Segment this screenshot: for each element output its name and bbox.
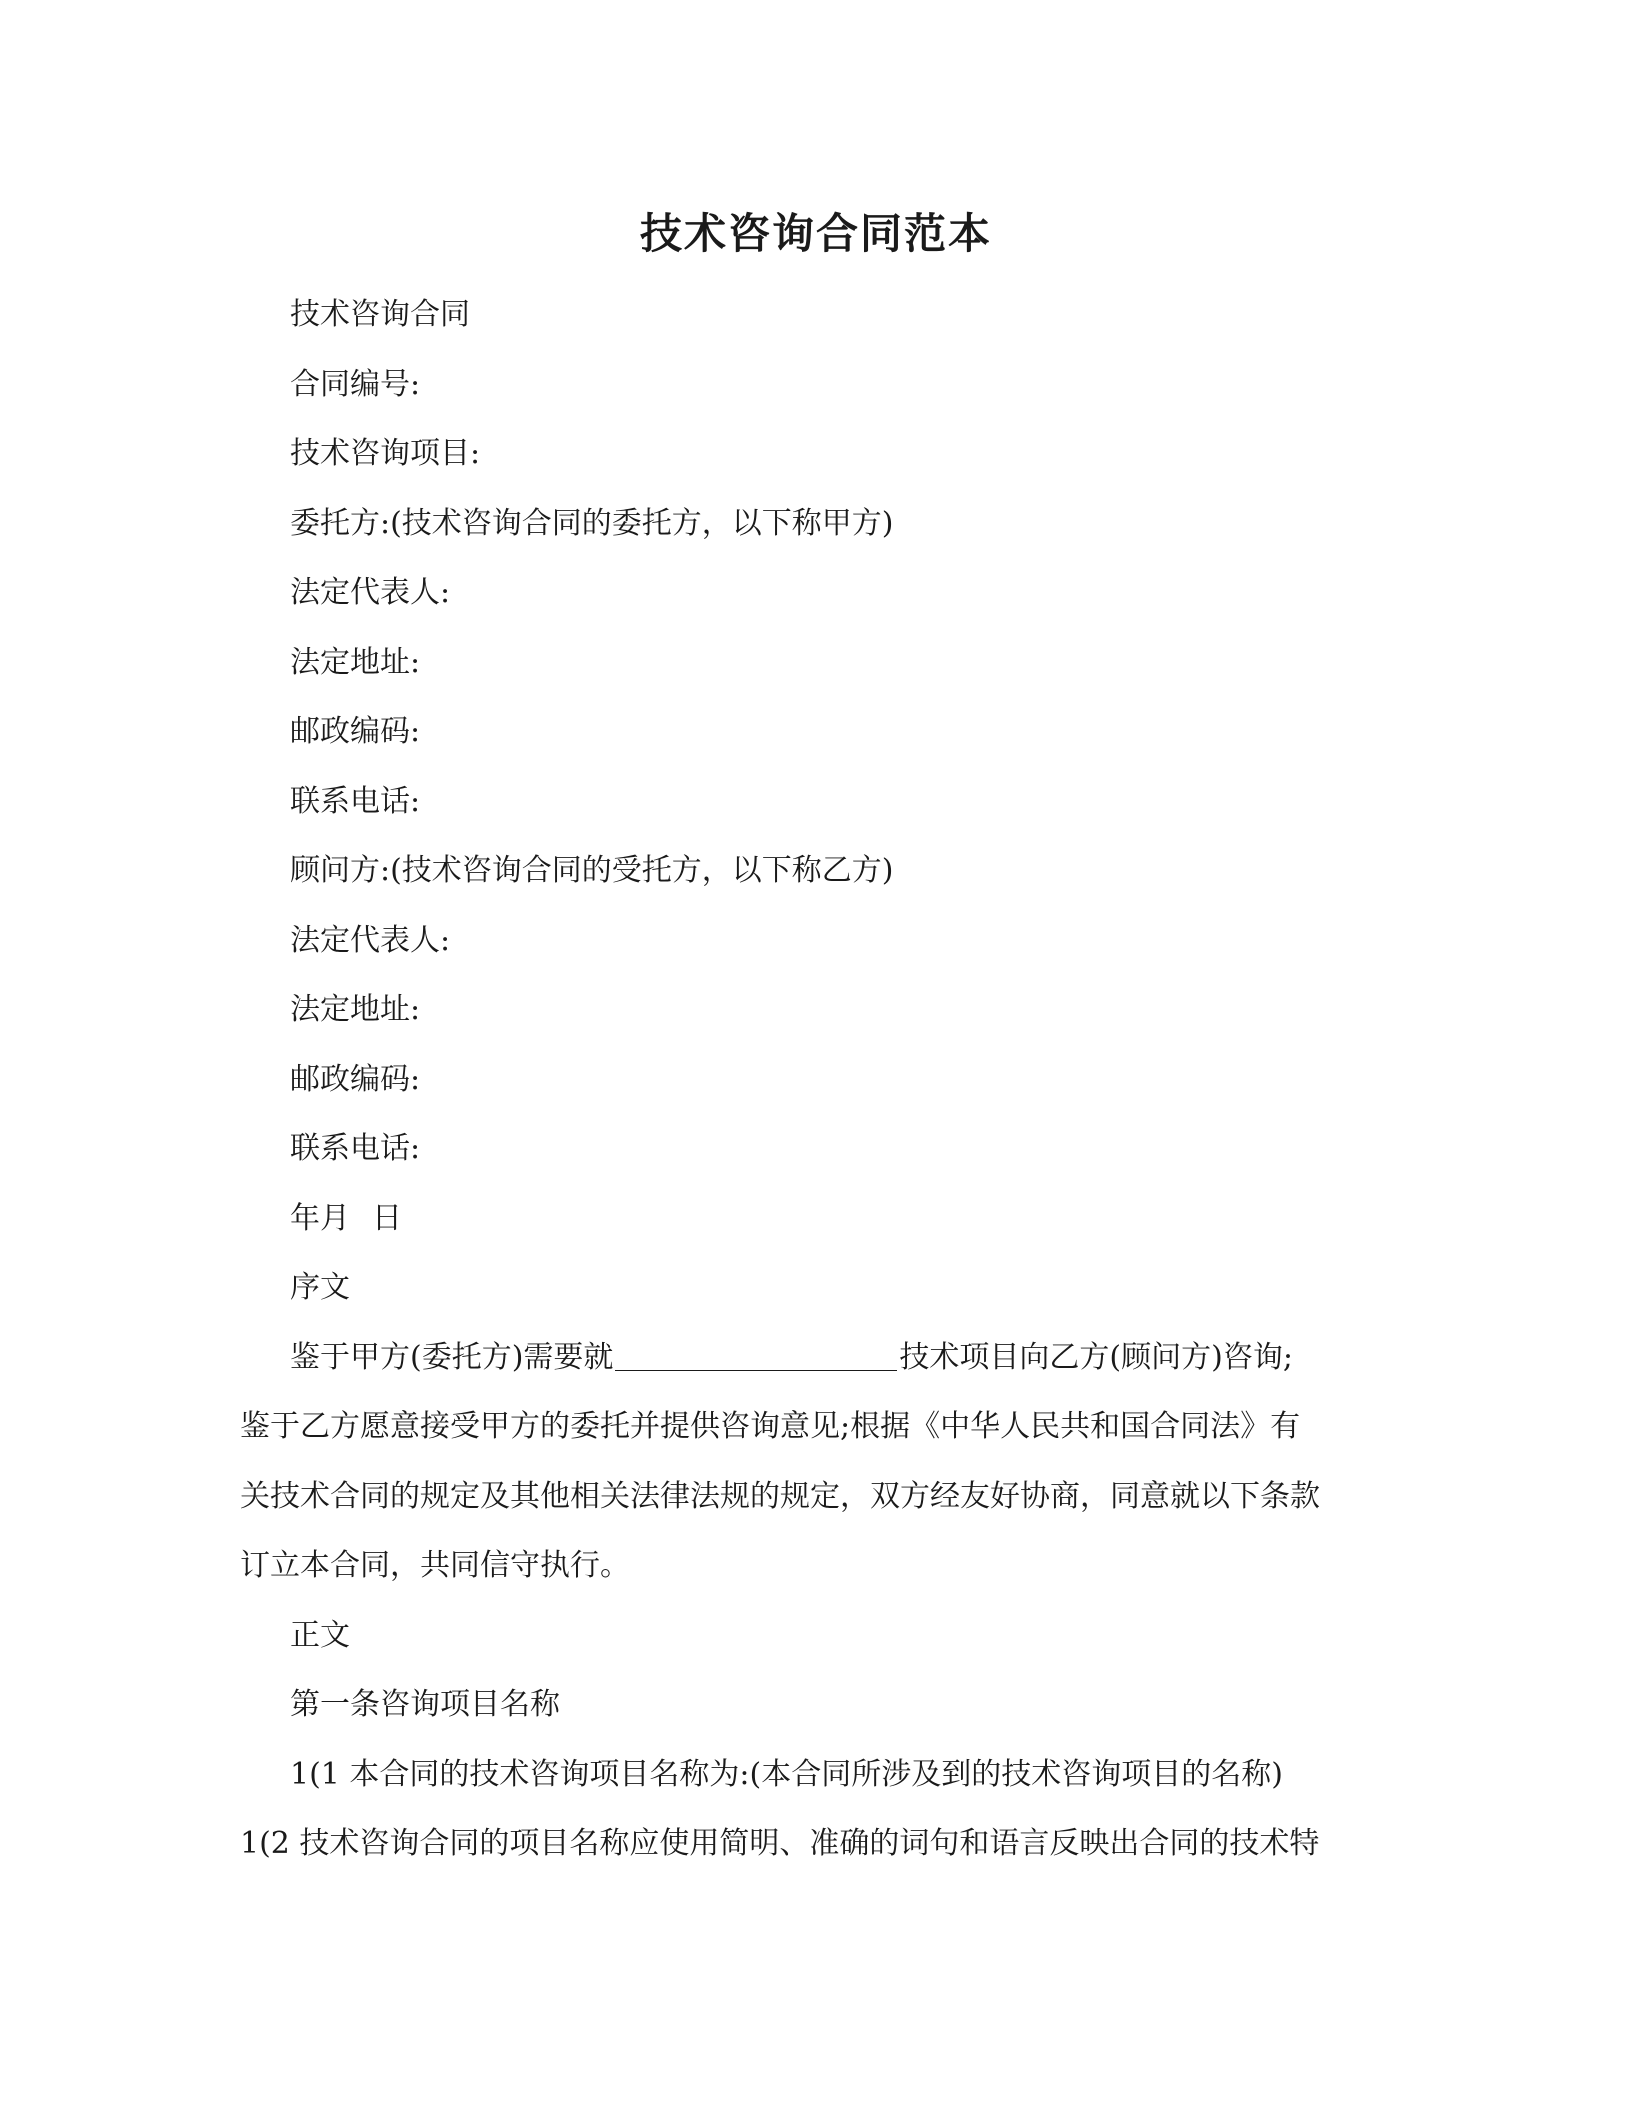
date-day: 日 — [372, 1200, 402, 1236]
client-postcode-field: 邮政编码: — [290, 714, 421, 749]
document-body — [240, 280, 1390, 1879]
client-phone-field: 联系电话: — [290, 783, 421, 819]
consultant-postcode-field: 邮政编码: — [290, 1061, 421, 1097]
preamble-heading: 序文 — [290, 1270, 350, 1305]
consultant-party-heading: 顾问方:(技术咨询合同的受托方，以下称乙方) — [290, 853, 894, 888]
consultant-phone-field: 联系电话: — [290, 1131, 421, 1166]
project-blank-underline — [615, 1340, 897, 1371]
consultant-legal-rep-field: 法定代表人: — [290, 922, 451, 958]
preamble-line-2: 鉴于乙方愿意接受甲方的委托并提供咨询意见;根据《中华人民共和国合同法》有 — [240, 1409, 1301, 1444]
consultant-address-field: 法定地址: — [290, 992, 421, 1027]
clause-1-1: 1(1 本合同的技术咨询项目名称为:(本合同所涉及到的技术咨询项目的名称) — [290, 1756, 1283, 1792]
preamble-text-start: 鉴于甲方(委托方)需要就 — [290, 1339, 614, 1375]
client-legal-rep-field: 法定代表人: — [290, 575, 451, 610]
consulting-project-field: 技术咨询项目: — [290, 436, 481, 471]
preamble-line-3: 关技术合同的规定及其他相关法律法规的规定，双方经友好协商，同意就以下条款 — [240, 1478, 1320, 1514]
article-1-heading: 第一条咨询项目名称 — [290, 1687, 560, 1722]
date-line — [240, 1184, 1390, 1254]
preamble-line-1 — [240, 1323, 1390, 1393]
contract-name-line: 技术咨询合同 — [290, 297, 470, 332]
main-text-heading: 正文 — [290, 1617, 350, 1653]
contract-number-field: 合同编号: — [290, 366, 421, 402]
client-party-heading: 委托方:(技术咨询合同的委托方，以下称甲方) — [290, 505, 894, 541]
preamble-text-end: 技术项目向乙方(顾问方)咨询; — [899, 1339, 1293, 1375]
clause-1-2: 1(2 技术咨询合同的项目名称应使用简明、准确的词句和语言反映出合同的技术特 — [240, 1826, 1320, 1861]
preamble-line-4: 订立本合同，共同信守执行。 — [240, 1548, 630, 1583]
client-address-field: 法定地址: — [290, 644, 421, 680]
date-year-month: 年月 — [290, 1200, 350, 1236]
document-title: 技术咨询合同范本 — [639, 209, 992, 258]
